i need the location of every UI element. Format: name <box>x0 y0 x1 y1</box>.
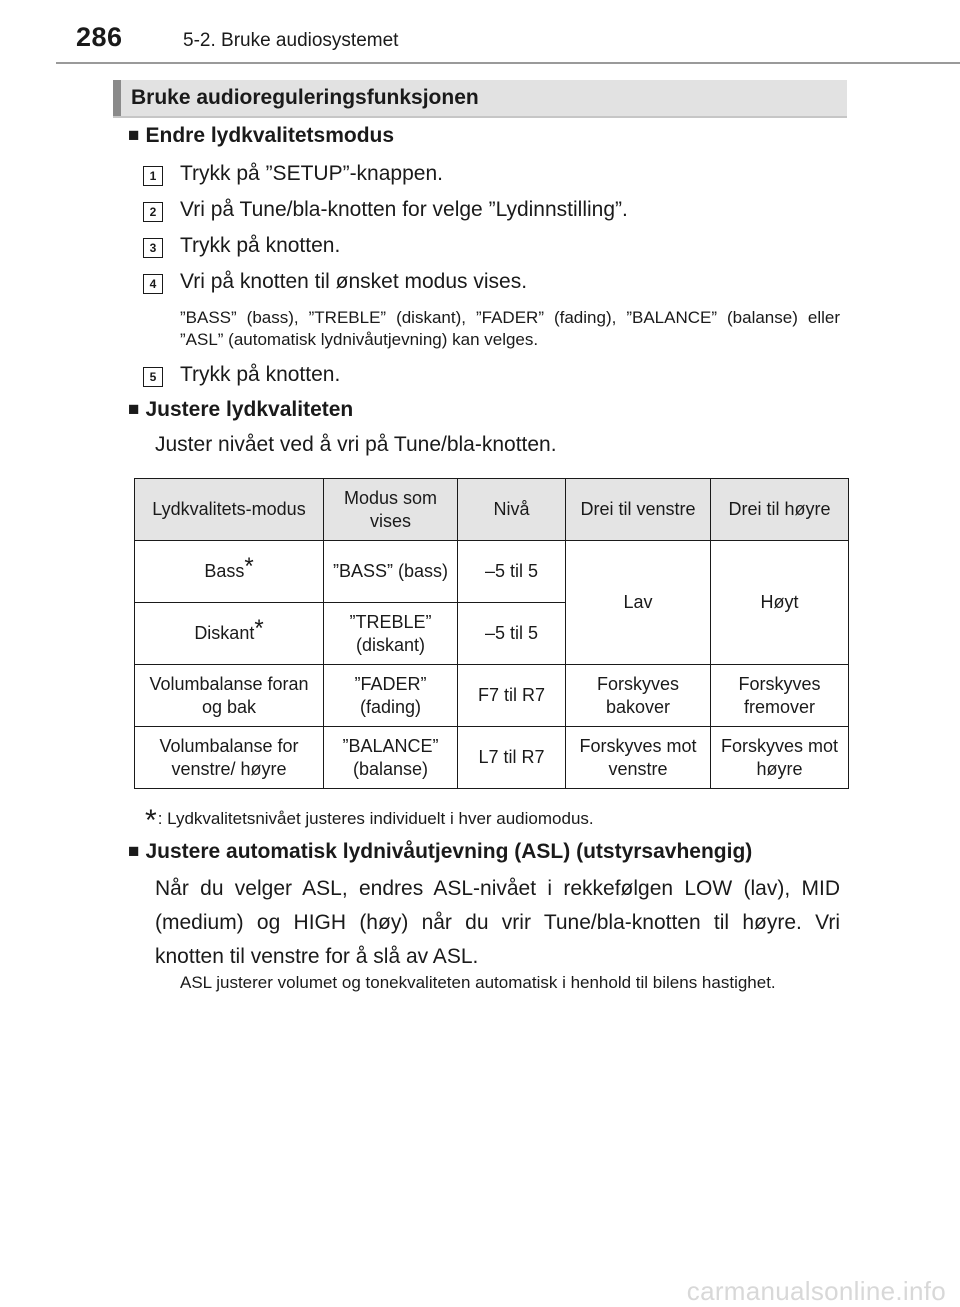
subheading-adjust-quality <box>128 398 353 422</box>
turn-right-cell: Forskyves mot høyre <box>711 727 849 789</box>
adjust-quality-text: Juster nivået ved å vri på Tune/bla-knotten. <box>155 433 557 456</box>
display-cell: ”TREBLE” (diskant) <box>324 603 458 665</box>
section-accent <box>113 80 121 116</box>
turn-left-cell: Forskyves mot venstre <box>566 727 711 789</box>
mode-options-note: ”BASS” (bass), ”TREBLE” (diskant), ”FADER” (fading), ”BALANCE” (balanse) eller ”ASL” (automatisk lydnivåutjevning) kan velges. <box>180 308 840 349</box>
level-cell: –5 til 5 <box>458 603 566 665</box>
subheading-text: Justere automatisk lydnivåutjevning (ASL) (utstyrsavhengig) <box>145 840 753 863</box>
turn-right-cell: Høyt <box>711 541 849 665</box>
column-header: Modus som vises <box>324 479 458 541</box>
footnote-marker: * <box>244 553 254 580</box>
step-text: Trykk på ”SETUP”-knappen. <box>180 162 443 185</box>
turn-right-cell: Forskyves fremover <box>711 665 849 727</box>
mode-cell: Bass* <box>135 541 324 603</box>
square-bullet-icon: ■ <box>128 399 140 420</box>
header-divider <box>56 62 960 64</box>
level-cell: L7 til R7 <box>458 727 566 789</box>
watermark-text: carmanualsonline.info <box>686 1276 946 1306</box>
footnote-marker: * <box>254 615 264 642</box>
step-text: Trykk på knotten. <box>180 363 341 386</box>
table-row <box>135 727 849 789</box>
step-number: 3 <box>143 238 163 258</box>
footnote <box>145 798 594 837</box>
subheading-text: Justere lydkvaliteten <box>145 398 354 421</box>
table-header-row <box>135 479 849 541</box>
table-row <box>135 665 849 727</box>
display-cell: ”FADER” (fading) <box>324 665 458 727</box>
turn-left-cell: Forskyves bakover <box>566 665 711 727</box>
step-number: 4 <box>143 274 163 294</box>
chapter-title: 5-2. Bruke audiosystemet <box>183 30 399 51</box>
display-cell: ”BASS” (bass) <box>324 541 458 603</box>
step-text: Vri på Tune/bla-knotten for velge ”Lydinnstilling”. <box>180 198 628 221</box>
asl-note: ASL justerer volumet og tonekvaliteten automatisk i henhold til bilens hastighet. <box>180 973 776 992</box>
sound-quality-table <box>134 478 849 789</box>
turn-left-cell: Lav <box>566 541 711 665</box>
subheading-text: Endre lydkvalitetsmodus <box>145 124 395 147</box>
display-cell: ”BALANCE” (balanse) <box>324 727 458 789</box>
footnote-text: : Lydkvalitetsnivået justeres individuelt i hver audiomodus. <box>157 809 594 828</box>
column-header: Drei til høyre <box>711 479 849 541</box>
column-header: Lydkvalitets-modus <box>135 479 324 541</box>
step-number: 5 <box>143 367 163 387</box>
mode-cell: Volumbalanse foran og bak <box>135 665 324 727</box>
step-text: Vri på knotten til ønsket modus vises. <box>180 270 528 293</box>
subheading-sound-mode <box>128 124 394 148</box>
step-number: 1 <box>143 166 163 186</box>
level-cell: –5 til 5 <box>458 541 566 603</box>
level-cell: F7 til R7 <box>458 665 566 727</box>
column-header: Nivå <box>458 479 566 541</box>
square-bullet-icon: ■ <box>128 841 140 862</box>
subheading-asl <box>128 840 752 864</box>
column-header: Drei til venstre <box>566 479 711 541</box>
square-bullet-icon: ■ <box>128 125 140 146</box>
table-row <box>135 541 849 603</box>
footnote-star: * <box>145 804 157 837</box>
section-heading-bar <box>113 80 847 118</box>
page-number: 286 <box>76 22 123 52</box>
asl-description: Når du velger ASL, endres ASL-nivået i rekkefølgen LOW (lav), MID (medium) og HIGH (høy) når du vrir Tune/bla-knotten til høyre. Vri knotten til venstre for å slå av ASL. <box>155 877 840 968</box>
step-number: 2 <box>143 202 163 222</box>
step-text: Trykk på knotten. <box>180 234 341 257</box>
mode-cell: Diskant* <box>135 603 324 665</box>
mode-cell: Volumbalanse for venstre/ høyre <box>135 727 324 789</box>
section-title: Bruke audioreguleringsfunksjonen <box>131 86 479 109</box>
